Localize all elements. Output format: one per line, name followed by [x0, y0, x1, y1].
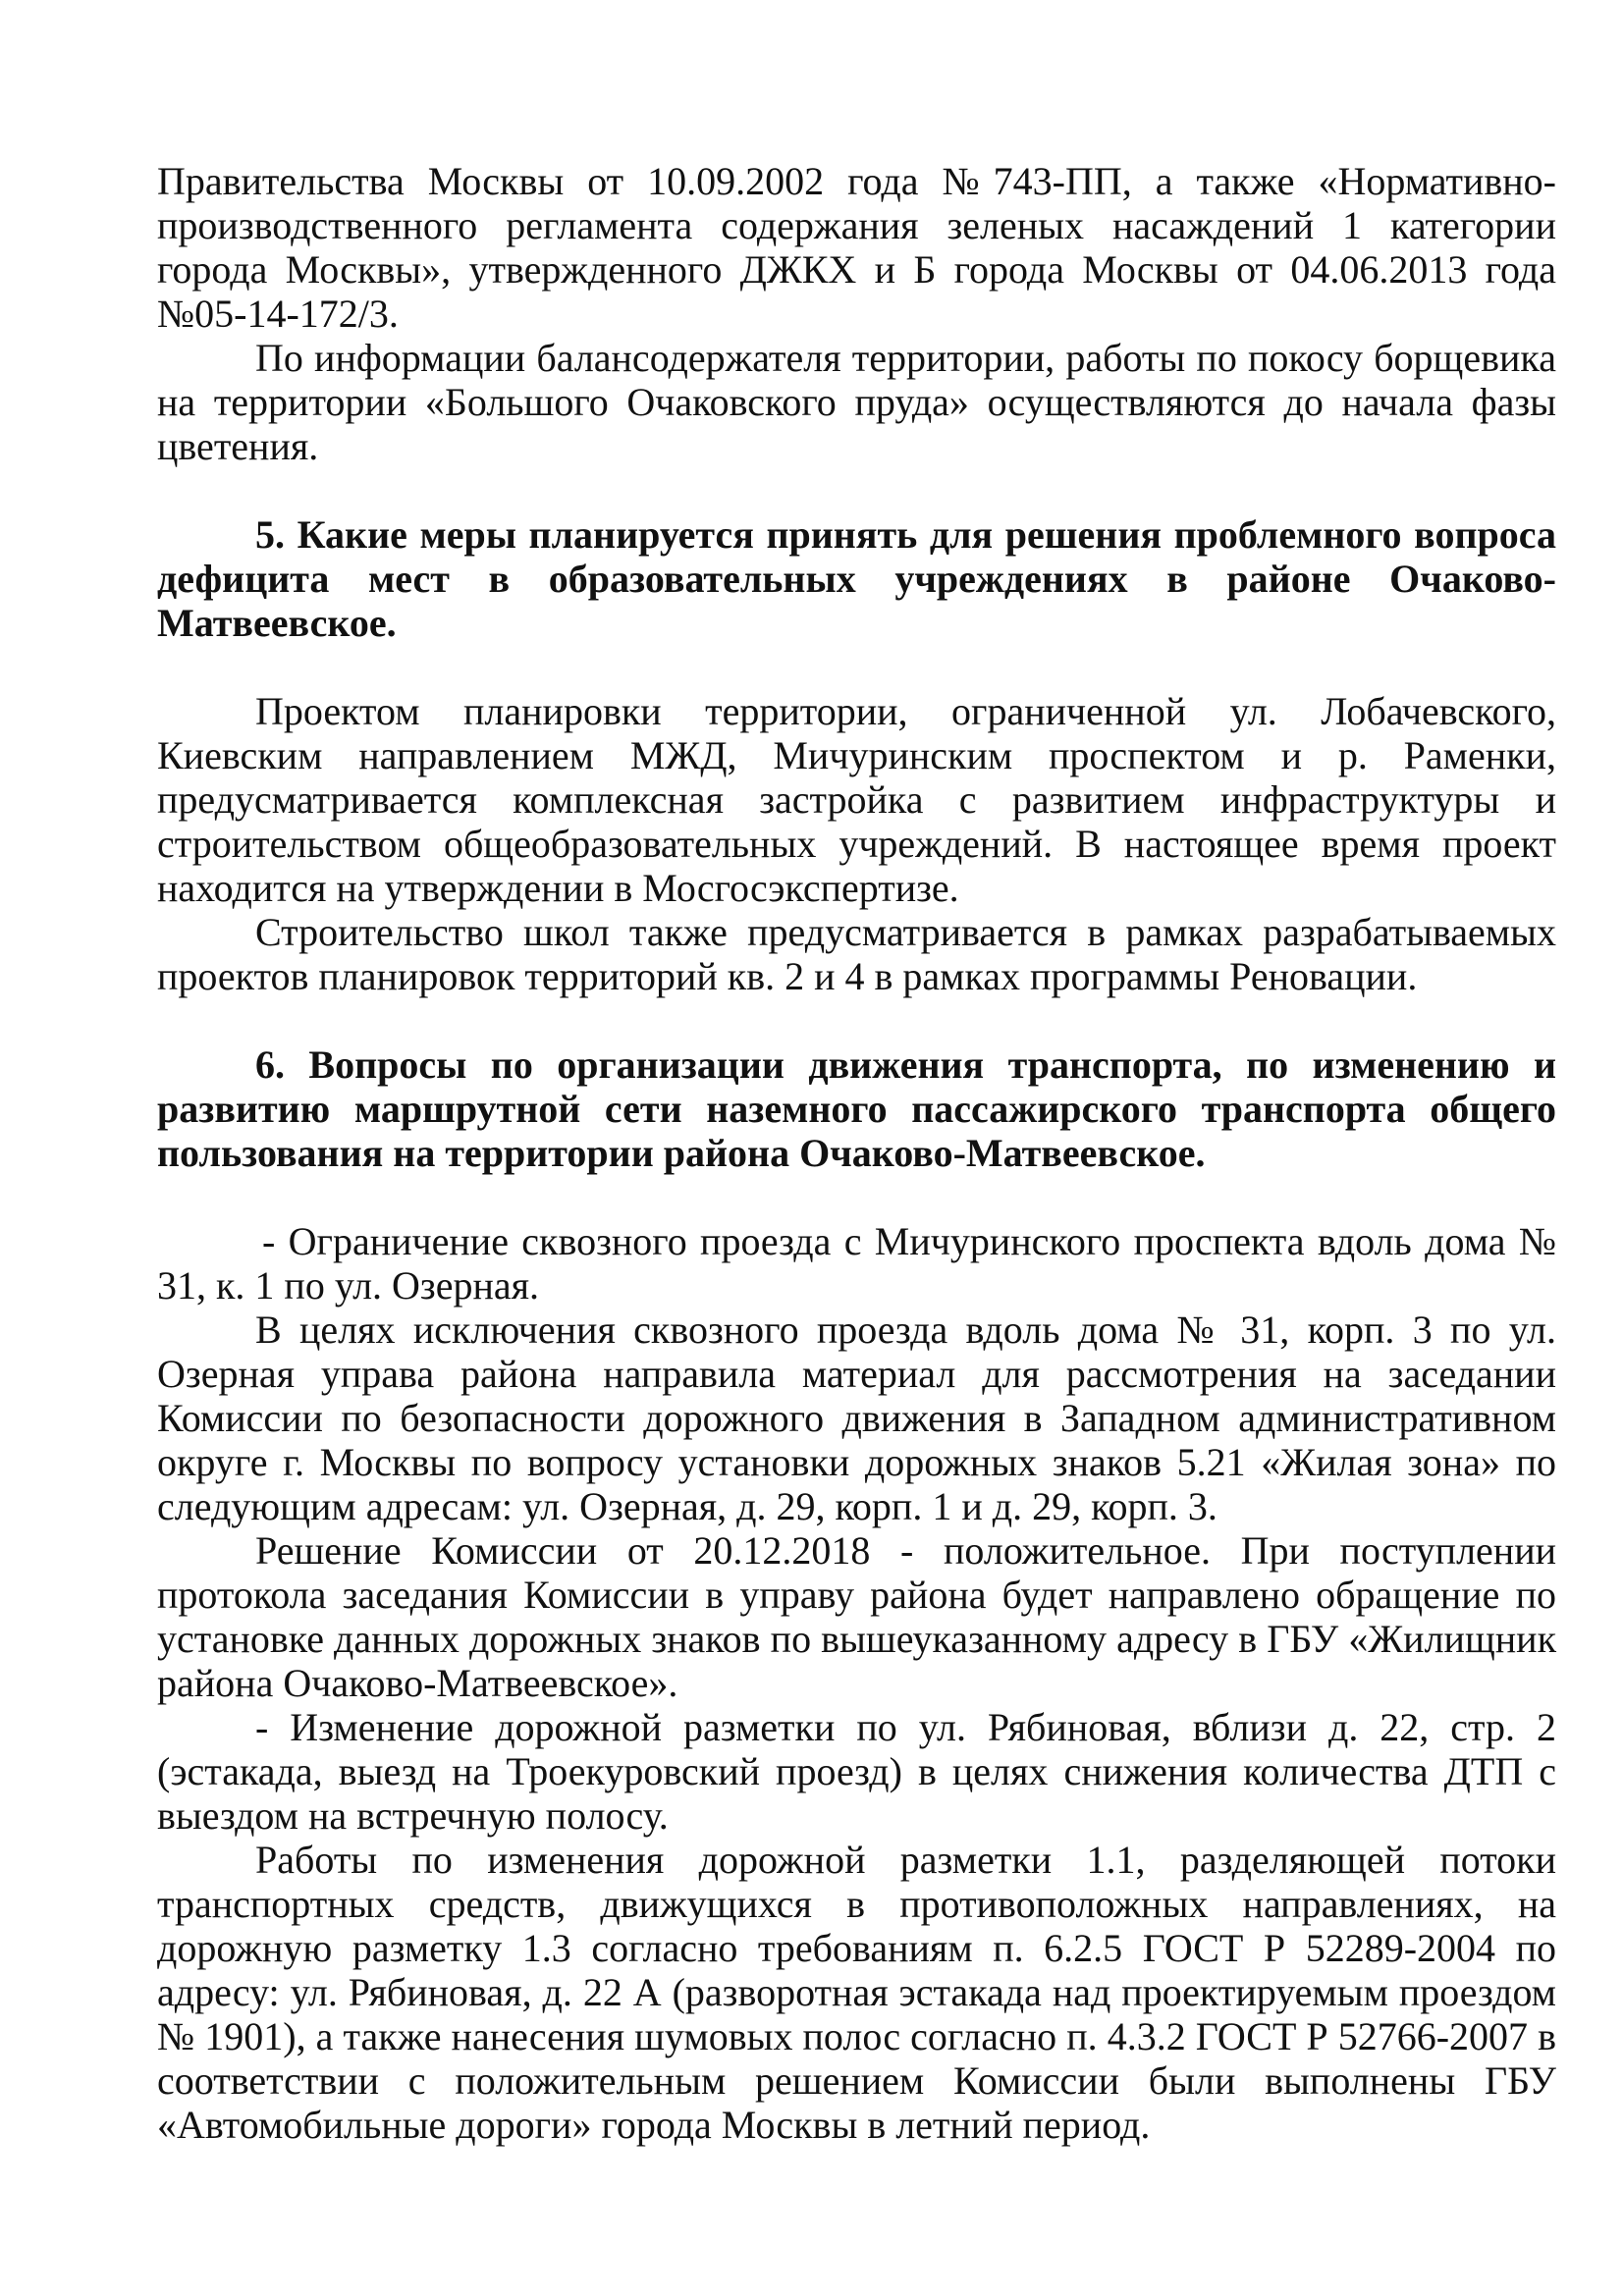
paragraph-road-marking-change: - Изменение дорожной разметки по ул. Рябиновая, вблизи д. 22, стр. 2 (эстакада, выезд на Троекуровский проезд) в целях снижения количества ДТП с выездом на встречную полосу.: [157, 1705, 1556, 1838]
paragraph-living-zone-signs: В целях исключения сквозного проезда вдоль дома № 31, корп. 3 по ул. Озерная управа района направила материал для рассмотрения на заседании Комиссии по безопасности дорожного движения в Западном административном округе г. Москвы по вопросу установки дорожных знаков 5.21 «Жилая зона» по следующим адресам: ул. Озерная, д. 29, корп. 1 и д. 29, корп. 3.: [157, 1308, 1556, 1528]
document-page: [157, 159, 1556, 2147]
paragraph-planning-project: Проектом планировки территории, ограниченной ул. Лобачевского, Киевским направлением МЖД, Мичуринским проспектом и р. Раменки, предусматривается комплексная застройка с развитием инфраструктуры и строительством общеобразовательных учреждений. В настоящее время проект находится на утверждении в Мосгосэкспертизе.: [157, 689, 1556, 910]
paragraph-through-traffic-restriction: - Ограничение сквозного проезда с Мичуринского проспекта вдоль дома № 31, к. 1 по ул. Озерная.: [157, 1219, 1556, 1308]
paragraph-schools-renovation: Строительство школ также предусматривается в рамках разрабатываемых проектов планировок территорий кв. 2 и 4 в рамках программы Реновации.: [157, 910, 1556, 998]
paragraph-regulation-reference: Правительства Москвы от 10.09.2002 года №743-ПП, а также «Нормативно-производственного регламента содержания зеленых насаждений 1 категории города Москвы», утвержденного ДЖКХ и Б города Москвы от 04.06.2013 года №05-14-172/3.: [157, 159, 1556, 336]
heading-section-6: 6. Вопросы по организации движения транспорта, по изменению и развитию маршрутной сети наземного пассажирского транспорта общего пользования на территории района Очаково-Матвеевское.: [157, 1042, 1556, 1175]
paragraph-commission-decision: Решение Комиссии от 20.12.2018 - положительное. При поступлении протокола заседания Комиссии в управу района будет направлено обращение по установке данных дорожных знаков по вышеуказанному адресу в ГБУ «Жилищник района Очаково-Матвеевское».: [157, 1528, 1556, 1705]
heading-section-5: 5. Какие меры планируется принять для решения проблемного вопроса дефицита мест в образовательных учреждениях в районе Очаково-Матвеевское.: [157, 512, 1556, 645]
paragraph-hogweed-mowing: По информации балансодержателя территории, работы по покосу борщевика на территории «Большого Очаковского пруда» осуществляются до начала фазы цветения.: [157, 336, 1556, 468]
paragraph-road-marking-works: Работы по изменения дорожной разметки 1.1, разделяющей потоки транспортных средств, движущихся в противоположных направлениях, на дорожную разметку 1.3 согласно требованиям п. 6.2.5 ГОСТ Р 52289-2004 по адресу: ул. Рябиновая, д. 22 А (разворотная эстакада над проектируемым проездом № 1901), а также нанесения шумовых полос согласно п. 4.3.2 ГОСТ Р 52766-2007 в соответствии с положительным решением Комиссии были выполнены ГБУ «Автомобильные дороги» города Москвы в летний период.: [157, 1838, 1556, 2147]
